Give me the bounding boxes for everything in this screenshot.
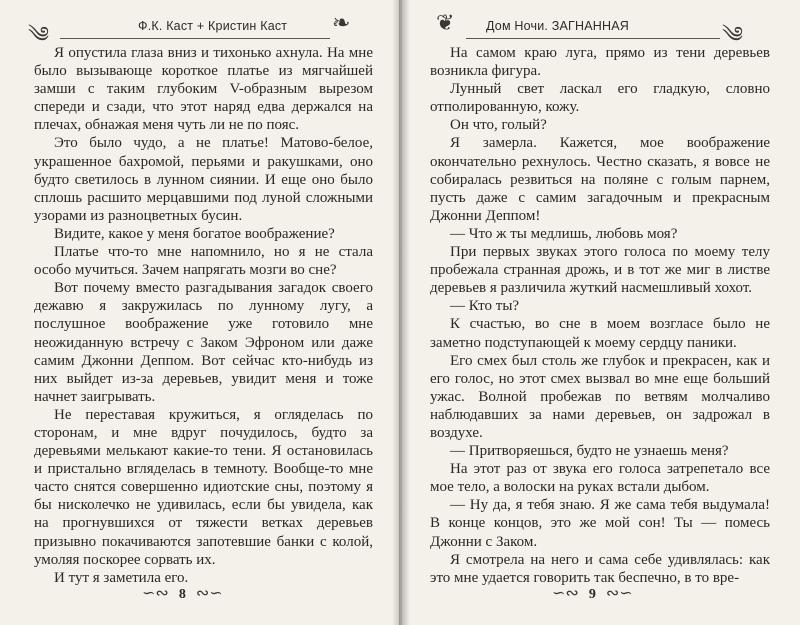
swirl-ornament-icon: ༄ [28,22,50,47]
header-rule [60,38,330,39]
page-number: 9 [588,587,596,602]
paragraph: Я смотрела на него и сама себе удивлялась: как это мне удается говорить так беспечно, в то вре- [430,551,770,586]
paragraph: Лунный свет ласкал его гладкую, словно отполированную, кожу. [430,81,770,116]
paragraph: При первых звуках этого голоса по моему телу пробежала странная дрожь, и в тот же миг в листве деревьев я различила жуткий насмешливый хохот. [430,244,770,297]
paragraph: На этот раз от звука его голоса затрепетало все мое тело, а волоски на руках встали дыбом. [430,461,770,496]
swirl-ornament-icon: ∾∽ [605,585,633,602]
swirl-ornament-icon: ❦ [436,10,455,35]
right-page-footer [552,583,633,603]
paragraph: Вот почему вместо разгадывания загадок своего дежавю я закружилась по лунному лугу, а послушное воображение уже готовило мне неожиданную встречу с Заком Эфроном или даже самим Джонни Деппом. Вот сейчас кто-нибудь из них выйдет из-за деревьев, увидит меня и тоже начнет заигрывать. [34,280,373,405]
paragraph: — Что ж ты медлишь, любовь моя? [450,225,678,242]
paragraph: — Кто ты? [450,298,520,315]
paragraph: На самом краю луга, прямо из тени деревьев возникла фигура. [430,45,770,80]
paragraph: И тут я заметила его. [54,569,189,586]
right-header-title: Дом Ночи. ЗАГНАННАЯ [486,19,630,33]
left-header-title: Ф.К. Каст + Кристин Каст [138,19,288,33]
swirl-ornament-icon: ∽∾ [552,585,579,602]
swirl-ornament-icon: ❧ [332,10,351,35]
paragraph: Я замерла. Кажется, мое воображение окончательно рехнулось. Честно сказать, я вовсе не собиралась резвиться на поляне с голым парнем, пусть даже с самим загадочным и прекрасным Джонни Деппом! [430,135,770,224]
paragraph: Я опустила глаза вниз и тихонько ахнула. На мне было вызывающе короткое платье из мягчайшей замши с таким глубоким V-образным вырезом спереди и сзади, что этот наряд едва держался на плечах, обнажая меня чуть ли не по пояс. [34,45,373,134]
paragraph: Не переставая кружиться, я огляделась по сторонам, и мне вдруг почудилось, будто за деревьями мелькают какие-то тени. Я остановилась и пристально вгляделась в темноту. Вообще-то мне часто снятся совершенно идиотские сны, поэтому я бы нисколечко не удивилась, если бы увидела, как на прогнувшихся от тяжести ветках деревьев призывно покачиваются запотевшие банки с колой, умоляя поскорее сорвать их. [34,406,373,568]
swirl-ornament-icon: ༄ [722,22,744,47]
page-number: 8 [178,587,186,602]
right-running-header [402,8,800,47]
paragraph: Платье что-то мне напомнило, но я не стала особо мучиться. Зачем напрягать мозги во сне? [34,244,373,279]
left-page-footer [142,583,223,603]
paragraph: — Притворяешься, будто не узнаешь меня? [450,443,729,460]
left-running-header [0,8,399,47]
swirl-ornament-icon: ∾∽ [195,585,223,602]
right-page [402,0,800,625]
paragraph: К счастью, во сне в моем возгласе было не заметно подступающей к моему сердцу паники. [430,316,770,351]
paragraph: Это было чудо, а не платье! Матово-белое, украшенное бахромой, перьями и ракушками, оно будто светилось в лунном сиянии. И еще оно было сплошь расшито мерцавшими под луной сложными узорами из разноцветных бусин. [34,135,373,224]
header-rule [466,38,720,39]
paragraph: Его смех был столь же глубок и прекрасен, как и его голос, но этот смех вызвал во мне еще больший ужас. Волной пробежав по ветвям молчаливо наблюдавших за нами деревьев, он задрожал в воздухе. [430,352,770,441]
right-page-text [430,44,770,587]
paragraph: — Ну да, я тебя знаю. Я же сама тебя выдумала! В конце концов, это же мой сон! Ты — помесь Джонни с Заком. [430,497,770,550]
left-page-text [34,44,373,587]
paragraph: Он что, голый? [450,117,547,134]
swirl-ornament-icon: ∽∾ [142,585,169,602]
paragraph: Видите, какое у меня богатое воображение? [54,225,335,242]
